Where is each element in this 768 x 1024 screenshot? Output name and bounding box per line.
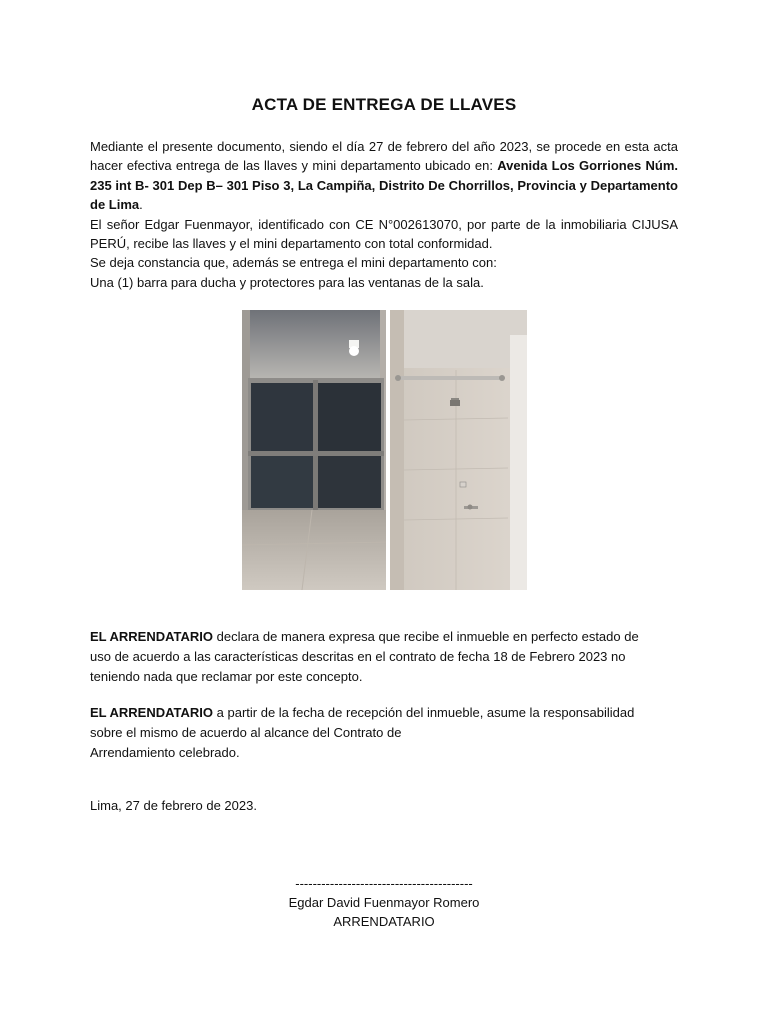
clause-2-party: EL ARRENDATARIO [90,705,214,720]
clause-1-text: declara de manera expresa que recibe el inmueble en perfecto estado de [213,629,639,644]
clause-1 [90,627,680,687]
signature-block [234,874,534,931]
intro-paragraph-3: Se deja constancia que, además se entrega el mini departamento con: [90,255,497,271]
intro-paragraph-2: El señor Edgar Fuenmayor, identificado con CE N°002613070, por parte de la inmobiliaria CIJUSA PERÚ, recibe las llaves y el mini departamento con total conformidad. [90,216,678,252]
property-address: Avenida Los Gorriones Núm. 235 int B- 301 Dep B– 301 Piso 3, La Campiña, Distrito De Chorrillos, Provincia y Departamento de Lima [90,158,678,213]
clause-2 [90,703,680,763]
clause-2-text: a partir de la fecha de recepción del inmueble, asume la responsabilidad [213,705,635,720]
signer-name: Egdar David Fuenmayor Romero [288,895,480,910]
living-room-photo [242,310,386,590]
intro-paragraph-1 [90,137,678,215]
clause-1-line-3: teniendo nada que reclamar por este concepto. [90,669,363,684]
intro-period: . [139,197,143,213]
intro-text: Mediante el presente documento, siendo el día 27 de febrero del año 2023, se procede en esta acta hacer efectiva entrega de las llaves y mini departamento ubicado en: [90,139,678,174]
clause-2-line-2: sobre el mismo de acuerdo al alcance del Contrato de [90,725,402,740]
bathroom-image [390,310,527,590]
place-and-date: Lima, 27 de febrero de 2023. [90,798,257,813]
intro-section [90,137,678,292]
clause-1-line-1 [90,627,680,647]
clause-2-line-1 [90,703,680,723]
clause-2-line-3: Arrendamiento celebrado. [90,745,240,760]
signature-line: ----------------------------------------- [295,876,473,891]
living-room-image [242,310,386,590]
document-title: ACTA DE ENTREGA DE LLAVES [251,95,517,114]
bathroom-photo [390,310,527,590]
signer-role: ARRENDATARIO [333,914,435,929]
clause-1-party: EL ARRENDATARIO [90,629,214,644]
intro-paragraph-4: Una (1) barra para ducha y protectores para las ventanas de la sala. [90,274,484,290]
clause-1-line-2: uso de acuerdo a las características descritas en el contrato de fecha 18 de Febrero 2023 no [90,649,626,664]
property-photos [242,310,527,590]
